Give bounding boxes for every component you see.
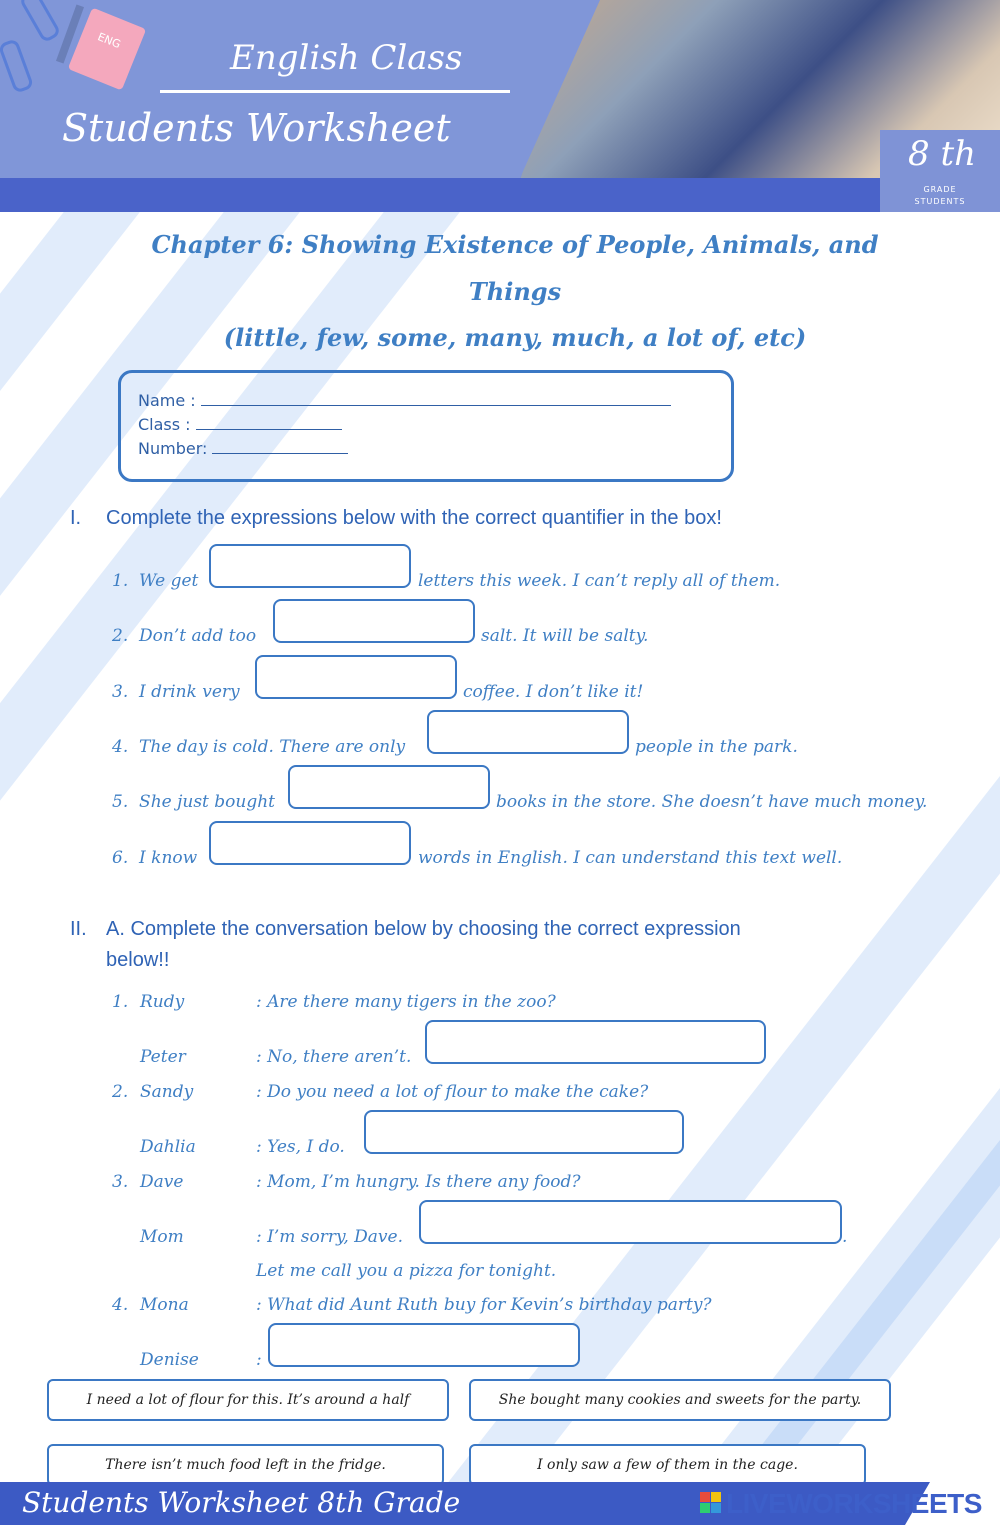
option-card-3[interactable]: There isn’t much food left in the fridge. xyxy=(47,1444,444,1486)
dialog-2-line: : Do you need a lot of flour to make the cake? xyxy=(256,1082,649,1102)
section-2-heading-cont: below!! xyxy=(106,949,170,971)
dialog-answer-box-2[interactable] xyxy=(364,1110,684,1154)
dialog-4-line: : What did Aunt Ruth buy for Kevin’s birthday party? xyxy=(256,1295,712,1315)
section-2-title: A. Complete the conversation below by choosing the correct expression xyxy=(106,918,741,940)
number-row xyxy=(138,439,348,458)
name-label: Name : xyxy=(138,391,196,410)
dialog-4-speaker: Mona xyxy=(140,1295,189,1315)
section-2-heading xyxy=(70,918,741,941)
option-card-2[interactable]: She bought many cookies and sweets for the party. xyxy=(469,1379,891,1421)
question-5: 5. She just bought xyxy=(112,792,276,812)
name-field[interactable] xyxy=(201,391,671,406)
footer-text: Students Worksheet 8th Grade xyxy=(22,1486,461,1519)
liveworksheets-logo-icon xyxy=(700,1492,722,1514)
dialog-answer-box-1[interactable] xyxy=(425,1020,766,1064)
answer-box-6[interactable] xyxy=(209,821,411,865)
dialog-3-response: : I’m sorry, Dave. xyxy=(256,1227,403,1247)
dialog-answer-box-4[interactable] xyxy=(268,1323,580,1367)
option-card-4[interactable]: I only saw a few of them in the cage. xyxy=(469,1444,866,1486)
liveworksheets-brand[interactable]: LIVEWORKSHEETS xyxy=(726,1488,982,1519)
dialog-4-responder: Denise xyxy=(140,1350,199,1370)
notebook-label: ENG xyxy=(95,30,123,52)
question-3-rest: coffee. I don’t like it! xyxy=(463,682,644,702)
dialog-3-number: 3. xyxy=(112,1172,129,1192)
answer-box-3[interactable] xyxy=(255,655,457,699)
header-title: English Class xyxy=(230,38,463,78)
grade-label: 8 th xyxy=(908,134,976,174)
dialog-1-line: : Are there many tigers in the zoo? xyxy=(256,992,556,1012)
question-1: 1. We get xyxy=(112,571,199,591)
question-2: 2. Don’t add too xyxy=(112,626,257,646)
chapter-title-line2: Things xyxy=(468,277,562,306)
dialog-answer-box-3[interactable] xyxy=(419,1200,842,1244)
question-5-rest: books in the store. She doesn’t have much money. xyxy=(496,792,928,812)
dialog-2-speaker: Sandy xyxy=(140,1082,194,1102)
header-subtitle: Students Worksheet xyxy=(62,106,451,150)
dialog-1-responder: Peter xyxy=(140,1047,186,1067)
question-3: 3. I drink very xyxy=(112,682,240,702)
class-row xyxy=(138,415,342,434)
dialog-3-speaker: Dave xyxy=(140,1172,184,1192)
dialog-3-period: . xyxy=(842,1227,848,1247)
number-label: Number: xyxy=(138,439,208,458)
dialog-1-speaker: Rudy xyxy=(140,992,185,1012)
number-field[interactable] xyxy=(212,439,348,454)
worksheet-footer xyxy=(0,1482,1000,1525)
dialog-4-response: : xyxy=(256,1350,262,1370)
question-6: 6. I know xyxy=(112,848,198,868)
dialog-2-responder: Dahlia xyxy=(140,1137,196,1157)
answer-box-2[interactable] xyxy=(273,599,475,643)
answer-box-4[interactable] xyxy=(427,710,629,754)
chapter-subtitle: (little, few, some, many, much, a lot of, etc) xyxy=(223,323,807,352)
question-4-rest: people in the park. xyxy=(635,737,798,757)
option-card-1[interactable]: I need a lot of flour for this. It’s around a half xyxy=(47,1379,449,1421)
question-6-rest: words in English. I can understand this text well. xyxy=(418,848,843,868)
dialog-3-response-cont: Let me call you a pizza for tonight. xyxy=(256,1261,557,1281)
dialog-2-number: 2. xyxy=(112,1082,129,1102)
grade-caption-line: GRADE xyxy=(923,185,957,194)
question-1-rest: letters this week. I can’t reply all of them. xyxy=(418,571,781,591)
dialog-1-number: 1. xyxy=(112,992,129,1012)
dialog-2-response: : Yes, I do. xyxy=(256,1137,345,1157)
answer-box-5[interactable] xyxy=(288,765,490,809)
section-1-number: I. xyxy=(70,507,82,529)
class-label: Class : xyxy=(138,415,191,434)
dialog-3-line: : Mom, I’m hungry. Is there any food? xyxy=(256,1172,581,1192)
class-field[interactable] xyxy=(196,415,342,430)
dialog-3-responder: Mom xyxy=(140,1227,184,1247)
section-1-title: Complete the expressions below with the correct quantifier in the box! xyxy=(106,507,722,529)
chapter-title-line1: Chapter 6: Showing Existence of People, Animals, and xyxy=(151,230,879,259)
question-4: 4. The day is cold. There are only xyxy=(112,737,406,757)
question-2-rest: salt. It will be salty. xyxy=(481,626,649,646)
section-1-heading xyxy=(70,507,722,530)
name-row xyxy=(138,391,671,410)
section-2-number: II. xyxy=(70,918,87,940)
grade-caption-line: STUDENTS xyxy=(914,197,966,206)
dialog-1-response: : No, there aren’t. xyxy=(256,1047,412,1067)
answer-box-1[interactable] xyxy=(209,544,411,588)
dialog-4-number: 4. xyxy=(112,1295,129,1315)
